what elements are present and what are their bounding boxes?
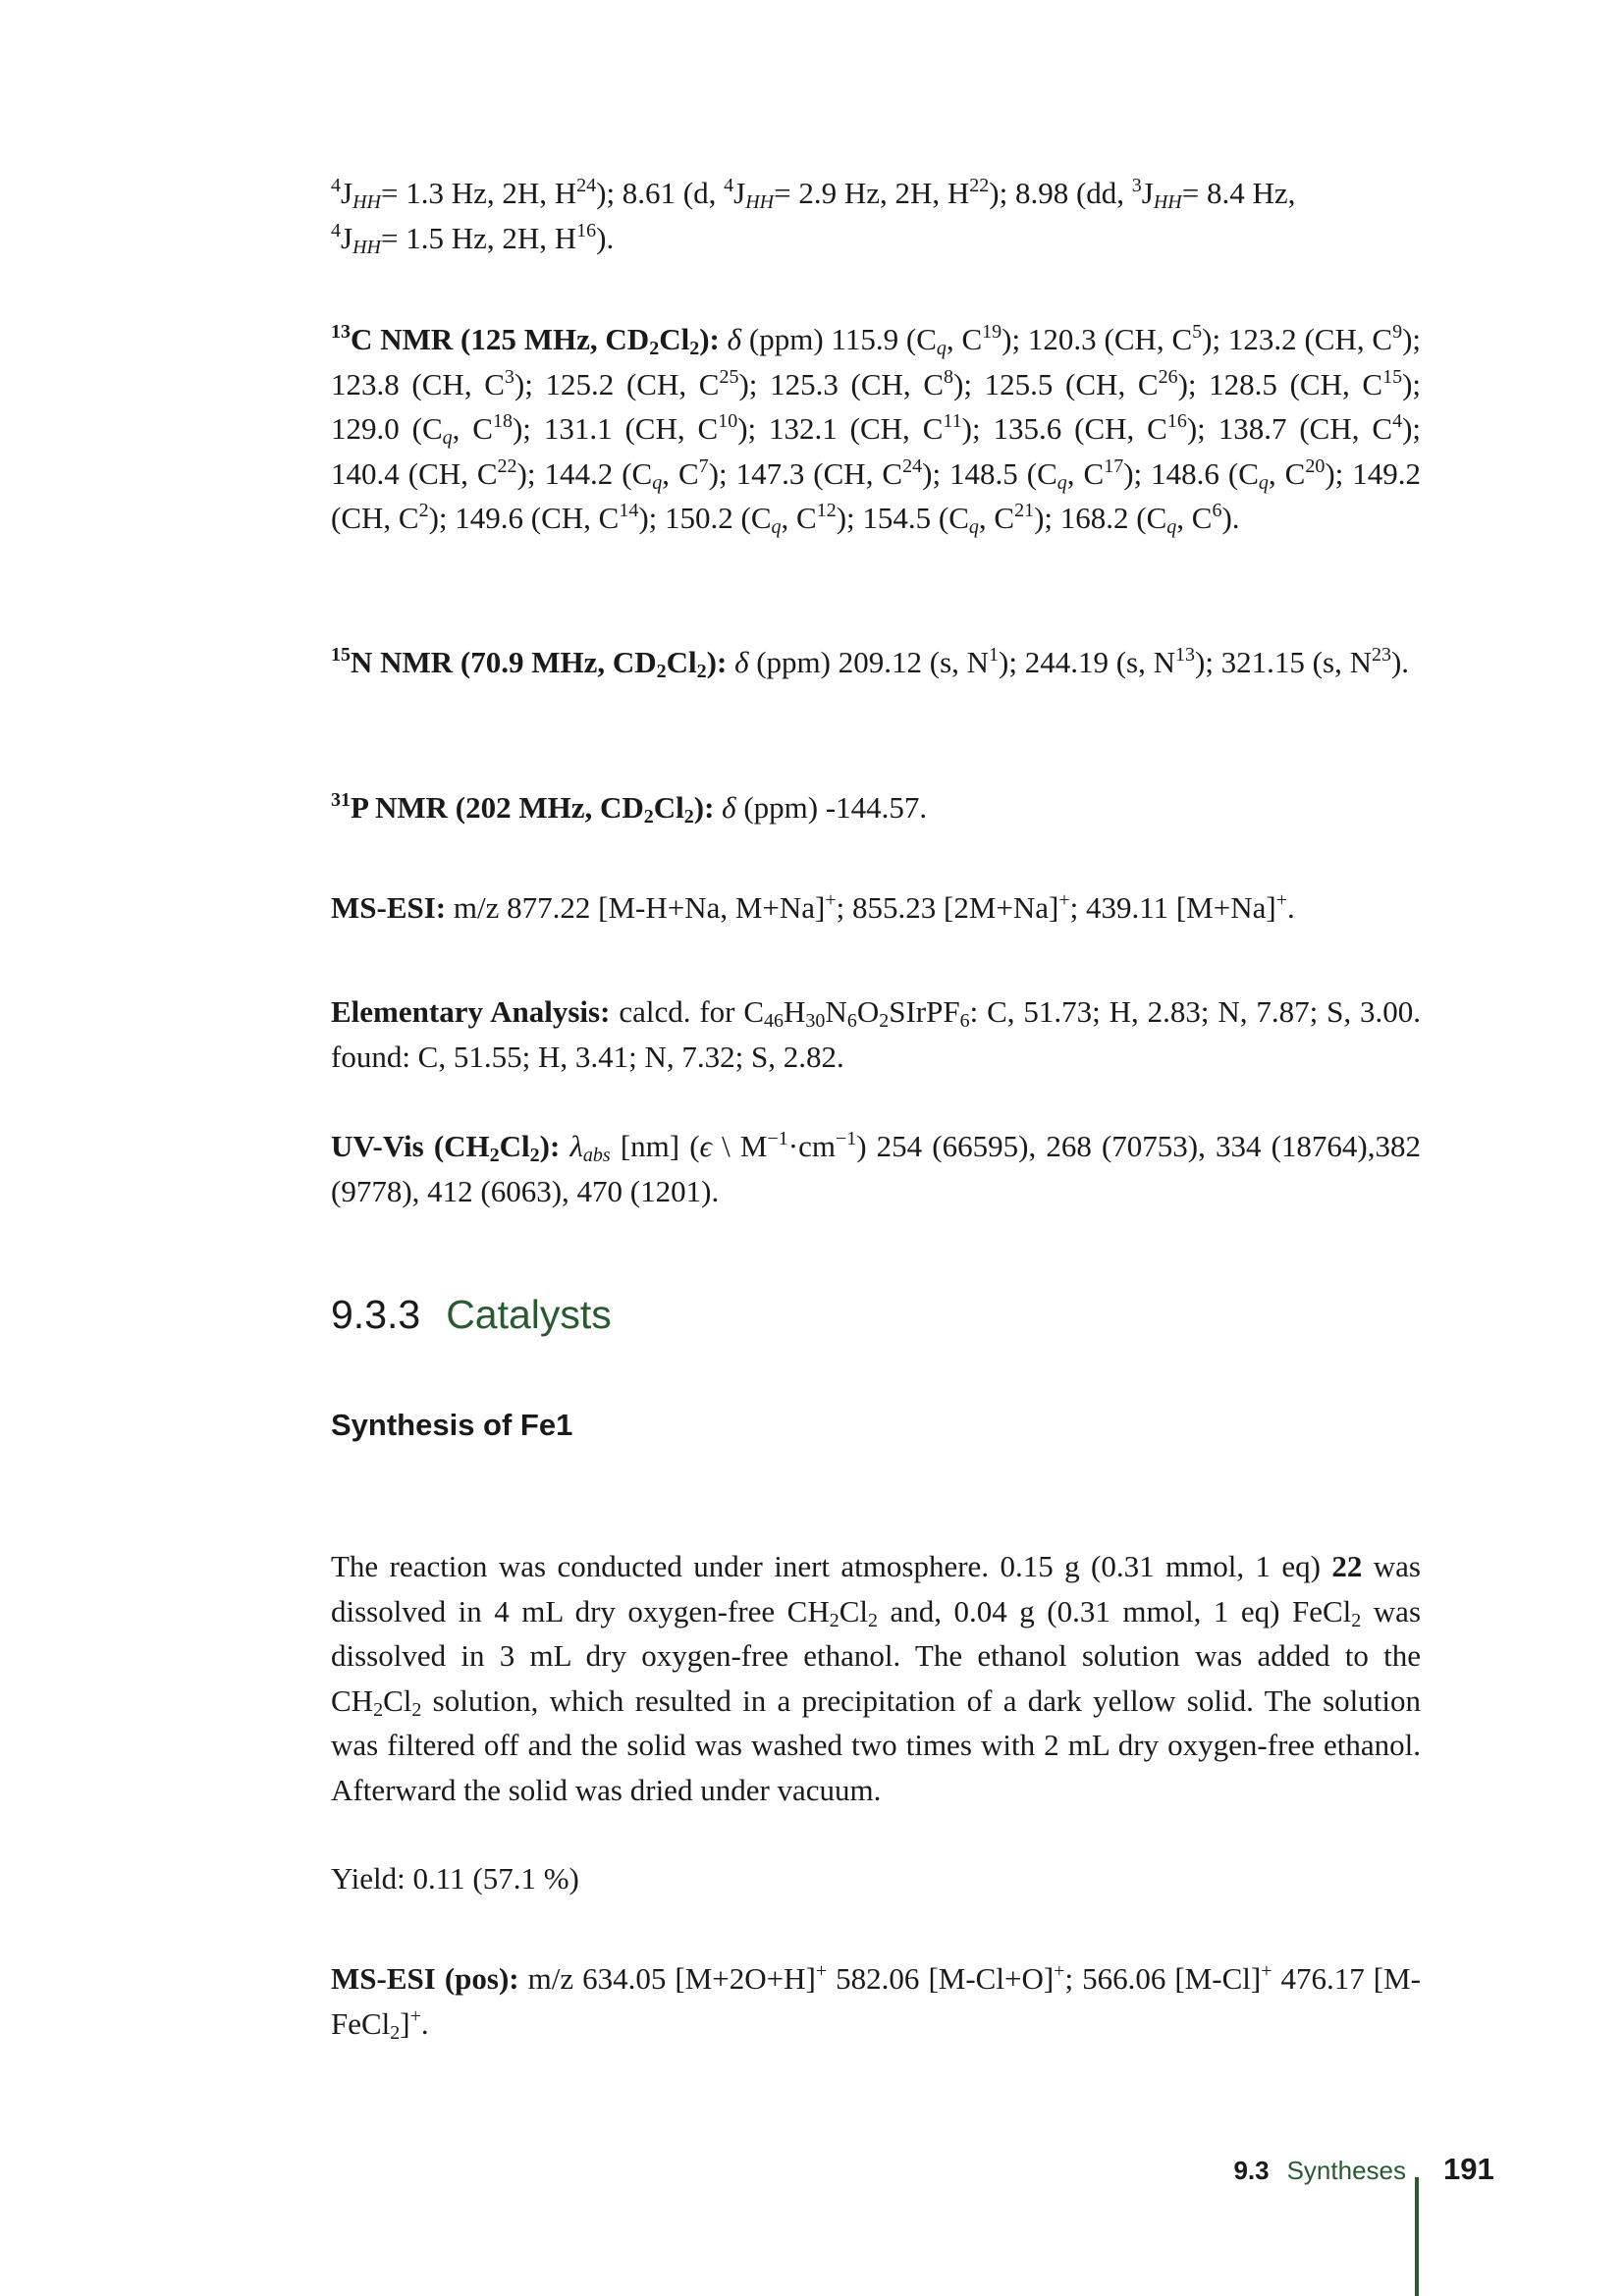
yield-line: Yield: 0.11 (57.1 %) xyxy=(331,1861,579,1896)
p31-nmr-paragraph: $^{31}$P NMR (202 MHz, $CD_2Cl_2$): δ (ppm) -144.57. xyxy=(331,789,928,828)
footer-section-number: 9.3 xyxy=(1233,2156,1270,2185)
ms-esi-pos-label: MS-ESI (pos): xyxy=(331,1961,519,1996)
n15-nmr-paragraph: $^{15}$N NMR (70.9 MHz, $CD_2Cl_2$): δ (ppm) 209.12 (s, $N^1$); 244.19 (s, $N^{13}$); 321.15 (s, $N^{23}$). xyxy=(331,644,1410,682)
superscript: 4 xyxy=(331,175,341,196)
compound-number: 22 xyxy=(1331,1549,1363,1583)
uv-vis-label: UV-Vis $(CH_2Cl_2)$: xyxy=(331,1129,561,1166)
c13-nmr-label: $^{13}$C NMR (125 MHz, $CD_2Cl_2$): xyxy=(331,321,720,359)
running-footer xyxy=(1080,2156,1406,2186)
footer-section-name: Syntheses xyxy=(1286,2156,1406,2185)
section-heading xyxy=(331,1292,612,1338)
footer-rule xyxy=(1415,2177,1419,2296)
ms-esi-label: MS-ESI: xyxy=(331,890,447,925)
ms-esi-paragraph: MS-ESI: m/z 877.22 [M-H+Na, M+Na]+; 855.23 [2M+Na]+; 439.11 [M+Na]+. xyxy=(331,889,1295,925)
c13-nmr-paragraph: $^{13}$C NMR (125 MHz, $CD_2Cl_2$): δ (ppm) 115.9 ($C_q$, $C^{19}$); 120.3 (CH, $C^5$); 123.2 (CH, $C^9$); 123.8 (CH, $C^3$); 125.2 (CH, $C^{25}$); 125.3 (CH, $C^8$); 125.5 (CH, $C^{26}$); 128.5 (CH, $C^{15}$); 129.0 ($C_q$, $C^{18}$); 131.1 (CH, $C^{10}$); 132.1 (CH, $C^{11}$); 135.6 (CH, $C^{16}$); 138.7 (CH, $C^4$); 140.4 (CH, $C^{22}$); 144.2 ($C_q$, $C^7$); 147.3 (CH, $C^{24}$); 148.5 ($C_q$, $C^{17}$); 148.6 ($C_q$, $C^{20}$); 149.2 (CH, $C^2$); 149.6 (CH, $C^{14}$); 150.2 ($C_q$, $C^{12}$); 154.5 ($C_q$, $C^{21}$); 168.2 ($C_q$, $C^6$). xyxy=(331,321,1422,538)
procedure-paragraph: The reaction was conducted under inert atmosphere. 0.15 g (0.31 mmol, 1 eq) 22 was dissolved in 4 mL dry oxygen-free $CH_2Cl_2$ and, 0.04 g (0.31 mmol, 1 eq) FeCl$_2$ was dissolved in 3 mL dry oxygen-free ethanol. The ethanol solution was added to the $CH_2Cl_2$ solution, which resulted in a precipitation of a dark yellow solid. The solution was filtered off and the solid was washed two times with 2 mL dry oxygen-free ethanol. Afterward the solid was dried under vacuum. xyxy=(331,1549,1422,1807)
n15-nmr-label: $^{15}$N NMR (70.9 MHz, $CD_2Cl_2$): xyxy=(331,644,728,682)
subsection-heading: Synthesis of Fe1 xyxy=(331,1408,573,1442)
elemental-analysis-label: Elementary Analysis: xyxy=(331,994,611,1029)
uv-vis-paragraph: UV-Vis $(CH_2Cl_2)$: $\lambda_{abs}$ [nm] (ϵ \ $M^{-1}\cdot cm^{-1}$) 254 (66595), 268 (70753), 334 (18764),382 (9778), 412 (6063), 470 (1201). xyxy=(331,1128,1421,1208)
page-number: 191 xyxy=(1443,2152,1494,2186)
section-number: 9.3.3 xyxy=(331,1292,421,1337)
elemental-analysis-paragraph: Elementary Analysis: calcd. for $C_{46}H_{30}N_6O_2SIrPF_6$: C, 51.73; H, 2.83; N, 7.87; S, 3.00. found: C, 51.55; H, 3.41; N, 7.32; S, 2.82. xyxy=(331,994,1421,1074)
section-title: Catalysts xyxy=(446,1292,612,1337)
ms-esi-pos-paragraph: MS-ESI (pos): m/z 634.05 [M+2O+H]+ 582.06 [M-Cl+O]+; 566.06 [M-Cl]+ 476.17 [M-FeCl$_2$]+. xyxy=(331,1960,1421,2044)
h-nmr-continuation: $^4J_{HH}= 1.3$ Hz, 2H, $H^{24}$); 8.61 (d, $^4J_{HH}= 2.9$ Hz, 2H, $H^{22}$); 8.98 (dd, $^3J_{HH}= 8.4$ Hz, $^4J_{HH}= 1.5$ Hz, 2H, $H^{16}$). xyxy=(331,175,1296,258)
p31-nmr-label: $^{31}$P NMR (202 MHz, $CD_2Cl_2$): xyxy=(331,789,715,828)
